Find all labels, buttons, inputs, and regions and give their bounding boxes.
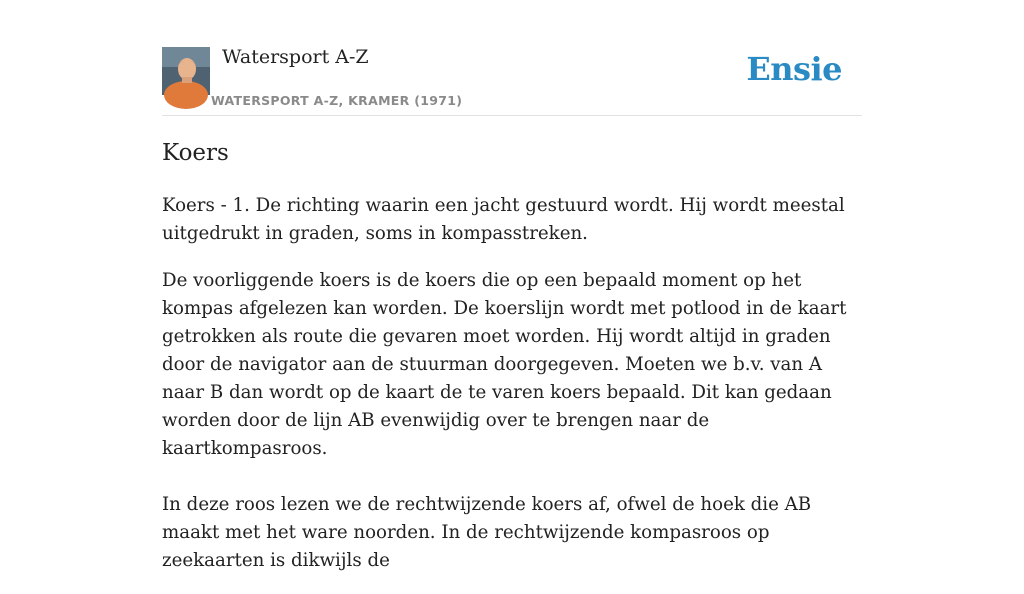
article-paragraph: De voorliggende koers is de koers die op een bepaald moment op het kompas afgelezen kan worden. De koerslijn wordt met potlood in de kaart getrokken als route die gevaren moet worden. Hij wordt altijd in graden door de navigator aan de stuurman doorgegeven. Moeten we b.v. van A naar B dan wordt op de kaart de te varen koers bepaald. Dit kan gedaan worden door de lijn AB evenwijdig over te brengen naar de kaartkompasroos. xyxy=(162,270,847,459)
article-paragraph: In deze roos lezen we de rechtwijzende koers af, ofwel de hoek die AB maakt met het ware noorden. In de rechtwijzende kompasroos op zeekaarten is dikwijls de xyxy=(162,494,812,571)
brand-logo-link[interactable]: Ensie xyxy=(746,50,842,88)
source-header xyxy=(162,0,862,116)
page-container xyxy=(162,0,862,571)
source-subtitle[interactable]: WATERSPORT A-Z, KRAMER (1971) xyxy=(211,93,463,108)
article-paragraph: Koers - 1. De richting waarin een jacht gestuurd wordt. Hij wordt meestal uitgedrukt in graden, soms in kompasstreken. xyxy=(162,195,845,244)
article-title: Koers xyxy=(162,140,229,166)
source-title[interactable]: Watersport A-Z xyxy=(222,46,369,68)
avatar-portrait-icon xyxy=(162,47,210,95)
source-avatar[interactable] xyxy=(162,47,210,95)
article-body xyxy=(162,192,862,594)
